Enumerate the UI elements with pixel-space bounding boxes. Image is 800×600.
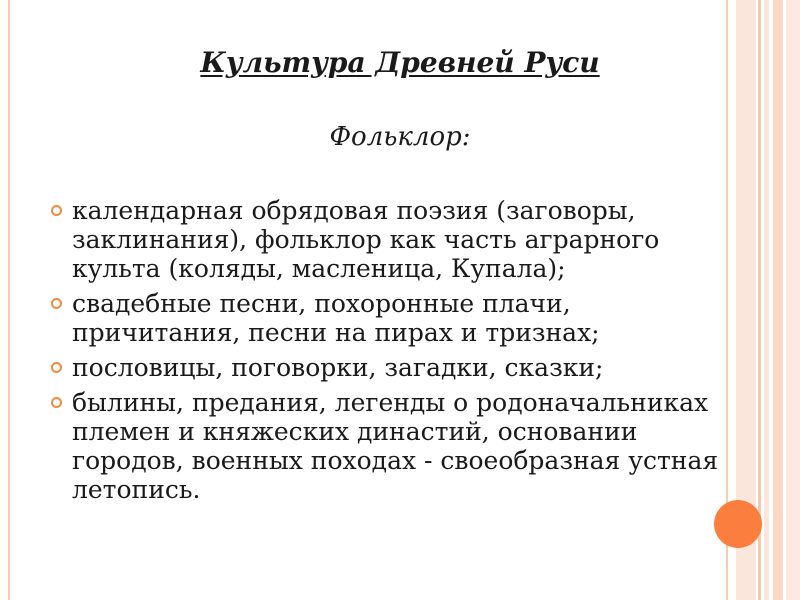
list-item xyxy=(40,353,730,382)
bullet-list xyxy=(40,196,730,510)
right-stripe xyxy=(773,0,783,600)
list-item xyxy=(40,196,730,283)
list-item-text: свадебные песни, похоронные плачи, причитания, песни на пирах и тризнах; xyxy=(72,289,600,347)
circle-bullet-icon xyxy=(51,205,62,216)
circle-bullet-icon xyxy=(51,397,62,408)
right-stripe xyxy=(764,0,769,600)
list-item-text: календарная обрядовая поэзия (заговоры, заклинания), фольклор как часть аграрного культа (коляды, масленица, Купала); xyxy=(72,196,660,283)
list-item-text: былины, предания, легенды о родоначальниках племен и княжеских династий, основании городов, военных походах - своеобразная устная летопись. xyxy=(72,388,719,504)
circle-bullet-icon xyxy=(51,298,62,309)
circle-bullet-icon xyxy=(51,362,62,373)
right-stripe xyxy=(786,0,800,600)
list-item xyxy=(40,289,730,347)
right-stripe xyxy=(758,0,761,600)
slide-title: Культура Древней Руси xyxy=(200,46,600,79)
left-frame-line xyxy=(8,0,10,600)
slide-subtitle: Фольклор: xyxy=(329,122,471,152)
list-item-text: пословицы, поговорки, загадки, сказки; xyxy=(72,353,604,382)
list-item xyxy=(40,388,730,504)
